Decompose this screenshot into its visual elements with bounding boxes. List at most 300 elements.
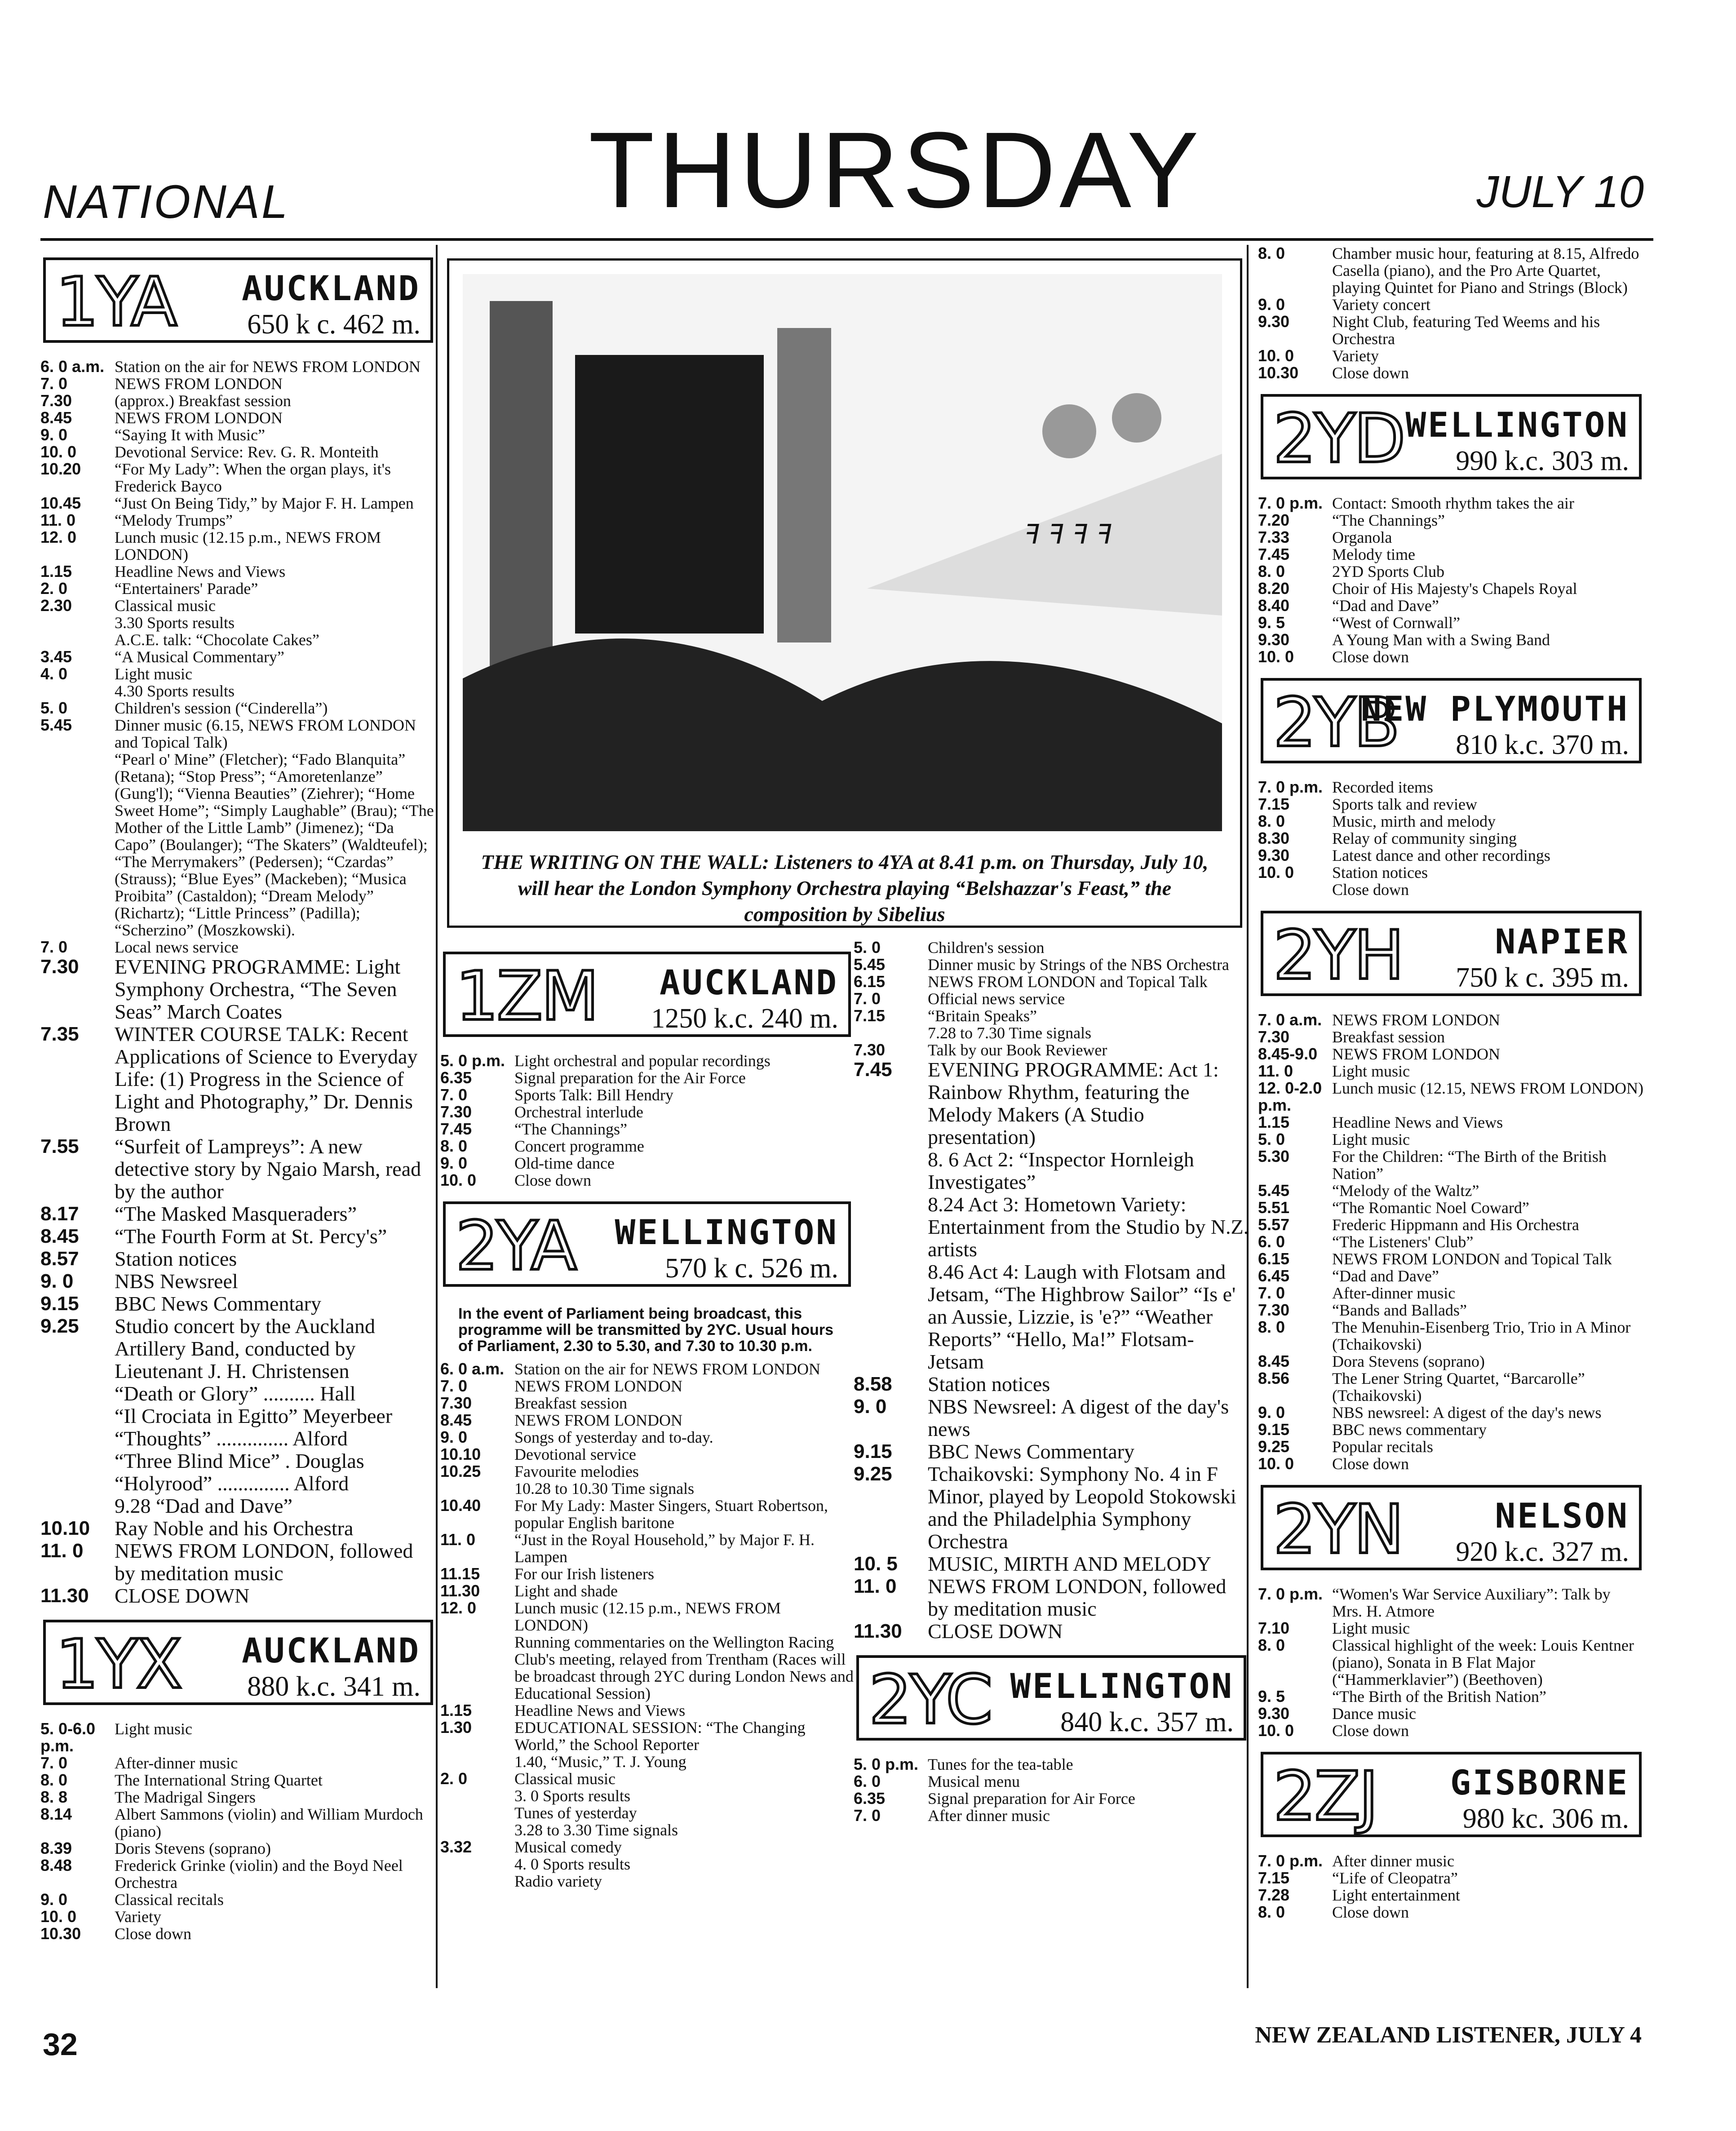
station-call: 2ZJ	[1273, 1758, 1377, 1836]
schedule-2yc	[854, 1756, 1249, 1824]
item-time: 7.45	[854, 1059, 892, 1081]
schedule-item	[440, 1069, 854, 1086]
station-city: AUCKLAND	[659, 962, 838, 1002]
item-description: Dinner music by Strings of the NBS Orchestra	[928, 956, 1229, 974]
item-description: Official news service	[928, 990, 1065, 1008]
item-time: 7.30	[854, 1041, 886, 1059]
item-time: 9. 5	[1258, 613, 1285, 632]
item-time: 7. 0	[40, 938, 68, 956]
item-time: 9. 0	[1258, 1403, 1285, 1422]
item-time: 9. 0	[440, 1154, 468, 1172]
schedule-item	[1258, 830, 1644, 847]
schedule-item	[40, 1225, 436, 1248]
item-time: 10.30	[1258, 363, 1299, 382]
schedule-item	[440, 1172, 854, 1189]
item-time: 6.45	[1258, 1267, 1290, 1285]
item-time: 10. 5	[854, 1553, 898, 1575]
item-time: 8. 0	[40, 1771, 68, 1789]
item-time: 10.30	[40, 1924, 81, 1943]
schedule-item	[1258, 1233, 1644, 1250]
item-description: NEWS FROM LONDON	[514, 1411, 683, 1429]
item-description: Variety	[115, 1908, 161, 1926]
item-description: Light music	[115, 665, 192, 683]
item-description: “The Birth of the British Nation”	[1332, 1688, 1546, 1706]
item-description: Station on the air for NEWS FROM LONDON	[514, 1360, 820, 1378]
station-header-2yn	[1261, 1485, 1642, 1570]
item-time: 6. 0 a.m.	[40, 357, 105, 376]
item-description: Popular recitals	[1332, 1438, 1433, 1456]
item-description: After-dinner music	[1332, 1284, 1456, 1302]
schedule-item	[40, 648, 436, 665]
item-description: Tunes of yesterday	[514, 1804, 637, 1822]
item-time: 9.30	[1258, 846, 1290, 864]
schedule-item	[440, 1378, 854, 1395]
schedule-item	[1258, 580, 1644, 597]
item-description: “West of Cornwall”	[1332, 614, 1461, 632]
item-time: 9. 0	[440, 1428, 468, 1446]
item-time: 10.10	[40, 1517, 90, 1539]
schedule-item	[1258, 813, 1644, 830]
schedule-item	[40, 614, 436, 631]
item-time: 7.10	[1258, 1619, 1290, 1637]
item-description: Orchestral interlude	[514, 1103, 643, 1121]
item-description: “Entertainers' Parade”	[115, 580, 258, 598]
item-time: 7.55	[40, 1135, 79, 1157]
schedule-item	[1258, 1046, 1644, 1063]
item-time: 10. 0	[1258, 346, 1294, 365]
item-description: Organola	[1332, 528, 1392, 546]
item-time: 7.45	[1258, 545, 1290, 563]
station-frequency: 810 k.c. 370 m.	[1456, 730, 1629, 760]
item-time: 7. 0	[440, 1377, 468, 1395]
schedule-item	[40, 529, 436, 563]
schedule-item	[854, 1024, 1249, 1041]
schedule-item	[40, 1135, 436, 1203]
item-time: 8.17	[40, 1203, 79, 1225]
schedule-item	[1258, 1852, 1644, 1870]
schedule-item	[854, 956, 1249, 973]
item-description: “Bands and Ballads”	[1332, 1301, 1467, 1319]
item-description: NBS Newsreel: A digest of the day's news	[928, 1395, 1229, 1440]
schedule-item	[40, 751, 436, 939]
item-time	[40, 1495, 115, 1517]
item-time: 8.40	[1258, 596, 1290, 615]
schedule-item	[854, 1773, 1249, 1790]
item-description: “Pearl o' Mine” (Fletcher); “Fado Blanquita” (Retana); “Stop Press”; “Amoretenlanze” (Gung'l); “Vienna Beauties” (Ziehrer); “Home Sweet Home”; “Simply Laughable” (Brau); “The Mother of the Little Lamb” (Jimenez); “Da Capo” (Boulanger); “The Skaters” (Waldteufel); “The Merrymakers” (Pedersen); “Czardas” (Strauss); “Blue Eyes” (Mackeben); “Musica Proibita” (Castaldon); “Dream Melody” (Richartz); “Little Princess” (Padilla); “Scherzino” (Moszkowski).	[115, 750, 434, 939]
item-time	[854, 1148, 928, 1193]
item-time: 10. 0	[40, 1907, 77, 1926]
schedule-item	[854, 1440, 1249, 1463]
item-time: 7. 0	[440, 1085, 468, 1104]
item-time: 10. 0	[1258, 863, 1294, 882]
item-description: 3.30 Sports results	[115, 614, 235, 632]
item-time: 8.56	[1258, 1369, 1290, 1387]
item-description: After dinner music	[1332, 1852, 1454, 1870]
item-time: 8.30	[1258, 829, 1290, 847]
item-description: EVENING PROGRAMME: Light Symphony Orchestra, “The Seven Seas” March Coates	[115, 955, 401, 1023]
schedule-item	[40, 665, 436, 682]
station-call: 2YC	[869, 1661, 991, 1739]
item-description: 4. 0 Sports results	[514, 1855, 631, 1873]
item-description: Ray Noble and his Orchestra	[115, 1517, 354, 1540]
item-description: EVENING PROGRAMME: Act 1: Rainbow Rhythm, featuring the Melody Makers (A Studio presentation)	[928, 1058, 1219, 1148]
item-description: Light and shade	[514, 1582, 618, 1600]
station-frequency: 1250 k.c. 240 m.	[651, 1003, 838, 1034]
item-time: 7. 0 p.m.	[1258, 778, 1323, 796]
item-time: 8.57	[40, 1248, 79, 1270]
schedule-item	[854, 1756, 1249, 1773]
item-description: “Just in the Royal Household,” by Major F. H. Lampen	[514, 1531, 815, 1566]
item-time	[440, 1634, 514, 1702]
item-description: NBS newsreel: A digest of the day's news	[1332, 1404, 1602, 1422]
schedule-item	[854, 1059, 1249, 1148]
schedule-item	[1258, 495, 1644, 512]
item-time	[40, 1472, 115, 1495]
item-description: NEWS FROM LONDON	[115, 409, 283, 427]
schedule-item	[40, 443, 436, 461]
schedule-item	[1258, 864, 1644, 881]
item-time	[40, 1382, 115, 1405]
item-description: “Saying It with Music”	[115, 426, 265, 444]
item-description: Dance music	[1332, 1705, 1416, 1723]
item-description: Station notices	[1332, 864, 1428, 882]
item-description: Breakfast session	[1332, 1028, 1445, 1046]
column-2	[440, 939, 854, 1890]
item-time: 7. 0	[854, 1806, 881, 1825]
schedule-item	[1258, 1285, 1644, 1302]
schedule-item	[440, 1446, 854, 1463]
schedule-item	[1258, 1063, 1644, 1080]
item-description: Old-time dance	[514, 1154, 615, 1172]
item-description: Close down	[1332, 1722, 1409, 1740]
feast-illustration	[463, 274, 1222, 831]
item-time: 9.30	[1258, 312, 1290, 331]
item-time: 7.30	[40, 956, 79, 978]
item-time: 5.45	[854, 955, 886, 974]
item-time: 6.35	[854, 1789, 886, 1808]
schedule-item	[1258, 1267, 1644, 1285]
schedule-item	[1258, 1250, 1644, 1267]
schedule-item	[440, 1804, 854, 1821]
item-description: Tchaikovski: Symphony No. 4 in F Minor, played by Leopold Stokowski and the Philadelphia Symphony Orchestra	[928, 1462, 1236, 1553]
column-4	[1258, 245, 1644, 1921]
evening-schedule-2ya	[854, 1059, 1249, 1643]
item-description: Children's session (“Cinderella”)	[115, 699, 328, 717]
item-time: 5. 0	[854, 938, 881, 957]
schedule-item	[854, 1193, 1249, 1261]
schedule-item	[40, 597, 436, 614]
item-description: Devotional Service: Rev. G. R. Monteith	[115, 443, 379, 461]
schedule-item	[1258, 347, 1644, 364]
schedule-item	[1258, 1216, 1644, 1233]
item-time	[854, 1261, 928, 1373]
schedule-item	[440, 1052, 854, 1069]
schedule-item	[1258, 1438, 1644, 1455]
item-time: 8.45	[40, 408, 72, 427]
station-city: WELLINGTON	[1010, 1666, 1234, 1706]
station-frequency: 840 k.c. 357 m.	[1060, 1707, 1234, 1737]
station-header-2zj	[1261, 1752, 1642, 1837]
item-description: Close down	[1332, 648, 1409, 666]
schedule-item	[440, 1155, 854, 1172]
schedule-item	[40, 1472, 436, 1495]
item-time: 5.45	[40, 716, 72, 734]
station-call: 2YH	[1273, 917, 1403, 995]
schedule-item	[40, 717, 436, 751]
station-header-1zm	[443, 952, 851, 1037]
item-time: 11.30	[40, 1585, 89, 1607]
item-time: 6.15	[1258, 1249, 1290, 1268]
illustration	[447, 258, 1242, 928]
item-description: Close down	[1332, 1455, 1409, 1473]
schedule-item	[854, 1373, 1249, 1396]
station-frequency: 990 k.c. 303 m.	[1456, 446, 1629, 476]
item-description: Running commentaries on the Wellington Racing Club's meeting, relayed from Trentham (Races will be broadcast through 2YC during London News and Educational Session)	[514, 1633, 854, 1702]
station-city: NEW PLYMOUTH	[1360, 689, 1629, 729]
schedule-item	[1258, 1302, 1644, 1319]
schedule-item	[854, 1148, 1249, 1193]
item-description: The Lener String Quartet, “Barcarolle” (Tchaikovski)	[1332, 1369, 1585, 1404]
item-time: 7. 0 p.m.	[1258, 1585, 1323, 1603]
schedule-item	[40, 461, 436, 495]
item-time: 11.30	[854, 1620, 902, 1642]
item-time: 12. 0	[40, 528, 77, 546]
station-city: NELSON	[1495, 1496, 1629, 1536]
item-time	[854, 1024, 928, 1041]
item-description: Headline News and Views	[514, 1701, 686, 1719]
item-description: Doris Stevens (soprano)	[115, 1839, 271, 1857]
schedule-item	[1258, 296, 1644, 313]
item-description: NEWS FROM LONDON and Topical Talk	[928, 973, 1208, 991]
item-time: 6.35	[440, 1068, 472, 1087]
schedule-item	[440, 1103, 854, 1121]
schedule-item	[440, 1429, 854, 1446]
item-description: Lunch music (12.15 p.m., NEWS FROM LONDON)	[514, 1599, 781, 1634]
schedule-item	[40, 956, 436, 1023]
station-call: 1YX	[56, 1626, 181, 1704]
item-description: Studio concert by the Auckland Artillery Band, conducted by Lieutenant J. H. Christensen	[115, 1315, 375, 1382]
item-description: NEWS FROM LONDON and Topical Talk	[1332, 1250, 1612, 1268]
item-time: 7.20	[1258, 511, 1290, 529]
item-description: Variety	[1332, 347, 1379, 365]
schedule-item	[40, 1248, 436, 1270]
item-description: CLOSE DOWN	[115, 1584, 250, 1607]
item-time: 7.30	[40, 391, 72, 410]
item-time: 1.15	[440, 1701, 472, 1719]
item-description: “Three Blind Mice” . Douglas	[115, 1449, 364, 1472]
schedule-item	[40, 1789, 436, 1806]
item-description: “Il Crociata in Egitto” Meyerbeer	[115, 1404, 393, 1427]
item-description: Lunch music (12.15 p.m., NEWS FROM LONDON)	[115, 528, 381, 563]
item-time: 11. 0	[40, 1540, 84, 1562]
item-description: Close down	[1332, 1903, 1409, 1921]
schedule-item	[1258, 847, 1644, 864]
schedule-item	[440, 1856, 854, 1873]
item-time: 10.20	[40, 460, 81, 478]
item-description: Music, mirth and melody	[1332, 812, 1496, 830]
schedule-item	[40, 1270, 436, 1293]
item-time	[40, 631, 115, 648]
item-time: 5.45	[1258, 1181, 1290, 1200]
item-description: Headline News and Views	[1332, 1113, 1503, 1131]
item-description: “A Musical Commentary”	[115, 648, 284, 666]
item-time: 10. 0	[1258, 1721, 1294, 1740]
item-time: 5.51	[1258, 1198, 1290, 1217]
schedule-item	[1258, 1011, 1644, 1028]
schedule-item	[440, 1565, 854, 1582]
item-time	[854, 1193, 928, 1261]
column-3	[854, 939, 1249, 1824]
station-header-2yb	[1261, 678, 1642, 763]
schedule-item	[40, 563, 436, 580]
item-description: Light music	[1332, 1062, 1410, 1080]
schedule-item	[40, 409, 436, 426]
item-time: 10. 0	[1258, 647, 1294, 666]
schedule-item	[40, 1925, 436, 1942]
station-header-1ya	[43, 257, 433, 343]
item-time: 8. 0	[1258, 1903, 1285, 1921]
schedule-item	[440, 1480, 854, 1497]
schedule-item	[854, 1007, 1249, 1024]
item-time: 8.58	[854, 1373, 892, 1395]
schedule-item	[440, 1395, 854, 1412]
station-city: NAPIER	[1495, 922, 1629, 961]
schedule-item	[40, 1427, 436, 1450]
item-description: “Death or Glory” .......... Hall	[115, 1382, 356, 1405]
item-description: Sports talk and review	[1332, 795, 1477, 813]
schedule-item	[440, 1821, 854, 1839]
schedule-item	[40, 358, 436, 375]
item-time: 9. 5	[1258, 1687, 1285, 1706]
schedule-item	[440, 1531, 854, 1565]
schedule-item	[1258, 1148, 1644, 1182]
schedule-2yn	[1258, 1586, 1644, 1739]
schedule-2yc-continued	[1258, 245, 1644, 381]
schedule-item	[1258, 1637, 1644, 1688]
item-time: 10. 0	[1258, 1454, 1294, 1473]
item-description: 7.28 to 7.30 Time signals	[928, 1024, 1092, 1042]
item-description: After-dinner music	[115, 1754, 238, 1772]
item-time: 8.45	[40, 1225, 79, 1247]
item-description: “The Channings”	[1332, 511, 1445, 529]
item-description: Chamber music hour, featuring at 8.15, Alfredo Casella (piano), and the Pro Arte Quartet, playing Quintet for Piano and Strings (Block)	[1332, 244, 1639, 297]
schedule-item	[1258, 1904, 1644, 1921]
item-time: 7.28	[1258, 1886, 1290, 1904]
item-time: 7.15	[854, 1006, 886, 1025]
item-description: Close down	[1332, 881, 1409, 899]
schedule-item	[40, 1857, 436, 1891]
schedule-item	[1258, 1353, 1644, 1370]
item-time: 7. 0	[40, 374, 68, 393]
item-description: “Thoughts” .............. Alford	[115, 1427, 348, 1450]
item-time: 5. 0	[40, 699, 68, 717]
item-description: Musical comedy	[514, 1838, 622, 1856]
schedule-item	[40, 580, 436, 597]
item-description: Latest dance and other recordings	[1332, 846, 1550, 864]
item-time: 8. 0	[440, 1137, 468, 1155]
schedule-item	[854, 990, 1249, 1007]
schedule-item	[440, 1121, 854, 1138]
item-description: 8.46 Act 4: Laugh with Flotsam and Jetsam, “The Highbrow Sailor” “Is e' an Aussie, Lizzie, is 'e?” “Weather Reports” “Hello, Ma!” Flotsam-Jetsam	[928, 1260, 1236, 1373]
schedule-item	[854, 1553, 1249, 1575]
item-description: Light music	[1332, 1619, 1410, 1637]
station-header-2yh	[1261, 911, 1642, 996]
schedule-item	[1258, 1455, 1644, 1472]
item-description: “Melody of the Waltz”	[1332, 1182, 1479, 1200]
schedule-item	[1258, 1028, 1644, 1046]
station-call: 2YD	[1273, 400, 1404, 478]
item-time: 7. 0 p.m.	[1258, 494, 1323, 512]
item-time: 8.48	[40, 1856, 72, 1874]
schedule-item	[1258, 563, 1644, 580]
item-time: 7. 0	[40, 1754, 68, 1772]
item-description: Contact: Smooth rhythm takes the air	[1332, 494, 1574, 512]
schedule-item	[40, 1840, 436, 1857]
schedule-item	[1258, 1870, 1644, 1887]
schedule-item	[1258, 364, 1644, 381]
item-description: 4.30 Sports results	[115, 682, 235, 700]
schedule-item	[854, 1463, 1249, 1553]
schedule-item	[440, 1138, 854, 1155]
item-time: 7.30	[1258, 1028, 1290, 1046]
column-1	[40, 245, 436, 1942]
item-description: CLOSE DOWN	[928, 1620, 1063, 1643]
item-description: “Just On Being Tidy,” by Major F. H. Lampen	[115, 494, 414, 512]
item-description: Children's session	[928, 939, 1045, 957]
item-time: 8. 0	[1258, 812, 1285, 830]
item-time: 7. 0 p.m.	[1258, 1852, 1323, 1870]
item-time: 8. 0	[1258, 244, 1285, 262]
item-time: 7.15	[1258, 1869, 1290, 1887]
item-time: 11. 0	[854, 1575, 897, 1597]
item-description: (approx.) Breakfast session	[115, 392, 291, 410]
schedule-item	[1258, 631, 1644, 648]
item-time: 1.15	[1258, 1113, 1290, 1131]
item-time: 7. 0 a.m.	[1258, 1010, 1322, 1029]
item-description: A.C.E. talk: “Chocolate Cakes”	[115, 631, 319, 649]
item-description: “Dad and Dave”	[1332, 597, 1439, 615]
item-description: “Dad and Dave”	[1332, 1267, 1439, 1285]
item-description: “Melody Trumps”	[115, 511, 233, 529]
schedule-item	[40, 1382, 436, 1405]
item-description: 10.28 to 10.30 Time signals	[514, 1480, 695, 1497]
schedule-item	[40, 1754, 436, 1772]
item-description: “Women's War Service Auxiliary”: Talk by Mrs. H. Atmore	[1332, 1585, 1611, 1620]
station-frequency: 980 kc. 306 m.	[1462, 1803, 1629, 1834]
item-description: “Britain Speaks”	[928, 1007, 1037, 1025]
item-description: Relay of community singing	[1332, 829, 1517, 847]
schedule-item	[1258, 1705, 1644, 1722]
schedule-item	[40, 1540, 436, 1585]
item-time: 3.32	[440, 1838, 472, 1856]
schedule-item	[1258, 1421, 1644, 1438]
item-time: 9.30	[1258, 630, 1290, 649]
schedule-item	[1258, 1586, 1644, 1620]
item-description: Dinner music (6.15, NEWS FROM LONDON and Topical Talk)	[115, 716, 416, 751]
schedule-item	[40, 512, 436, 529]
item-description: “The Fourth Form at St. Percy's”	[115, 1225, 387, 1248]
item-time: 11. 0	[440, 1530, 476, 1549]
schedule-1zm	[440, 1052, 854, 1189]
item-time: 7.35	[40, 1023, 79, 1045]
item-description: “Life of Cleopatra”	[1332, 1869, 1458, 1887]
schedule-item	[1258, 1722, 1644, 1739]
item-description: Close down	[115, 1925, 191, 1943]
schedule-item	[854, 973, 1249, 990]
item-time: 5. 0	[1258, 1130, 1285, 1148]
schedule-item	[40, 426, 436, 443]
item-description: NEWS FROM LONDON	[115, 375, 283, 393]
